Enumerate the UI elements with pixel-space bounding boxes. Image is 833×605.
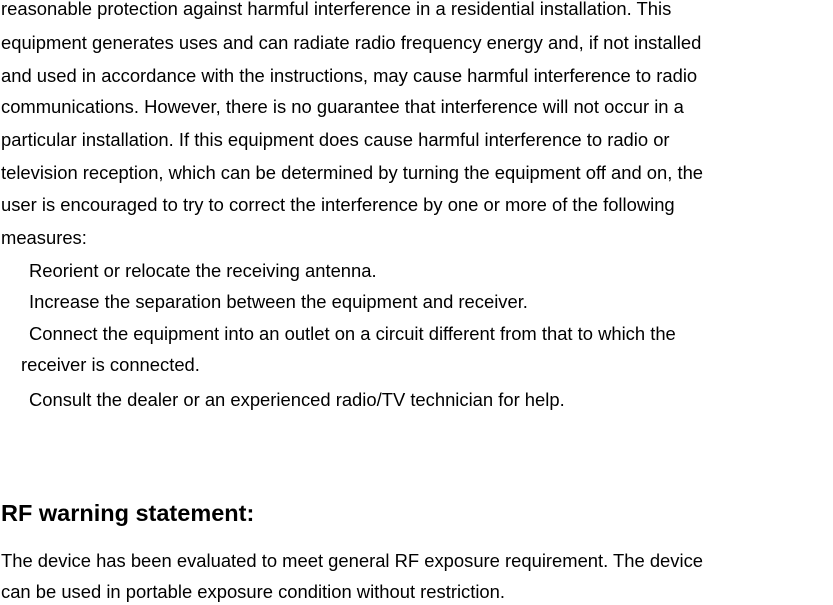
measure-item-continuation: receiver is connected. <box>21 354 200 375</box>
measure-item: Increase the separation between the equipment and receiver. <box>29 291 528 312</box>
rf-warning-line: can be used in portable exposure condition without restriction. <box>1 581 506 602</box>
body-line: equipment generates uses and can radiate radio frequency energy and, if not installed <box>1 32 702 53</box>
rf-warning-heading: RF warning statement: <box>1 500 255 526</box>
measure-item: Reorient or relocate the receiving antenna. <box>29 260 377 281</box>
rf-warning-line: The device has been evaluated to meet general RF exposure requirement. The device <box>1 550 703 571</box>
body-line: reasonable protection against harmful interference in a residential installation. This <box>1 0 672 19</box>
body-line: television reception, which can be determined by turning the equipment off and on, the <box>1 162 704 183</box>
body-line: user is encouraged to try to correct the interference by one or more of the following <box>1 194 675 215</box>
body-line: particular installation. If this equipment does cause harmful interference to radio or <box>1 129 670 150</box>
body-line: and used in accordance with the instructions, may cause harmful interference to radio <box>1 65 698 86</box>
body-line: communications. However, there is no guarantee that interference will not occur in a <box>1 96 684 117</box>
body-line: measures: <box>1 227 87 248</box>
measure-item: Connect the equipment into an outlet on a circuit different from that to which the <box>29 323 676 344</box>
measure-item: Consult the dealer or an experienced radio/TV technician for help. <box>29 389 565 410</box>
